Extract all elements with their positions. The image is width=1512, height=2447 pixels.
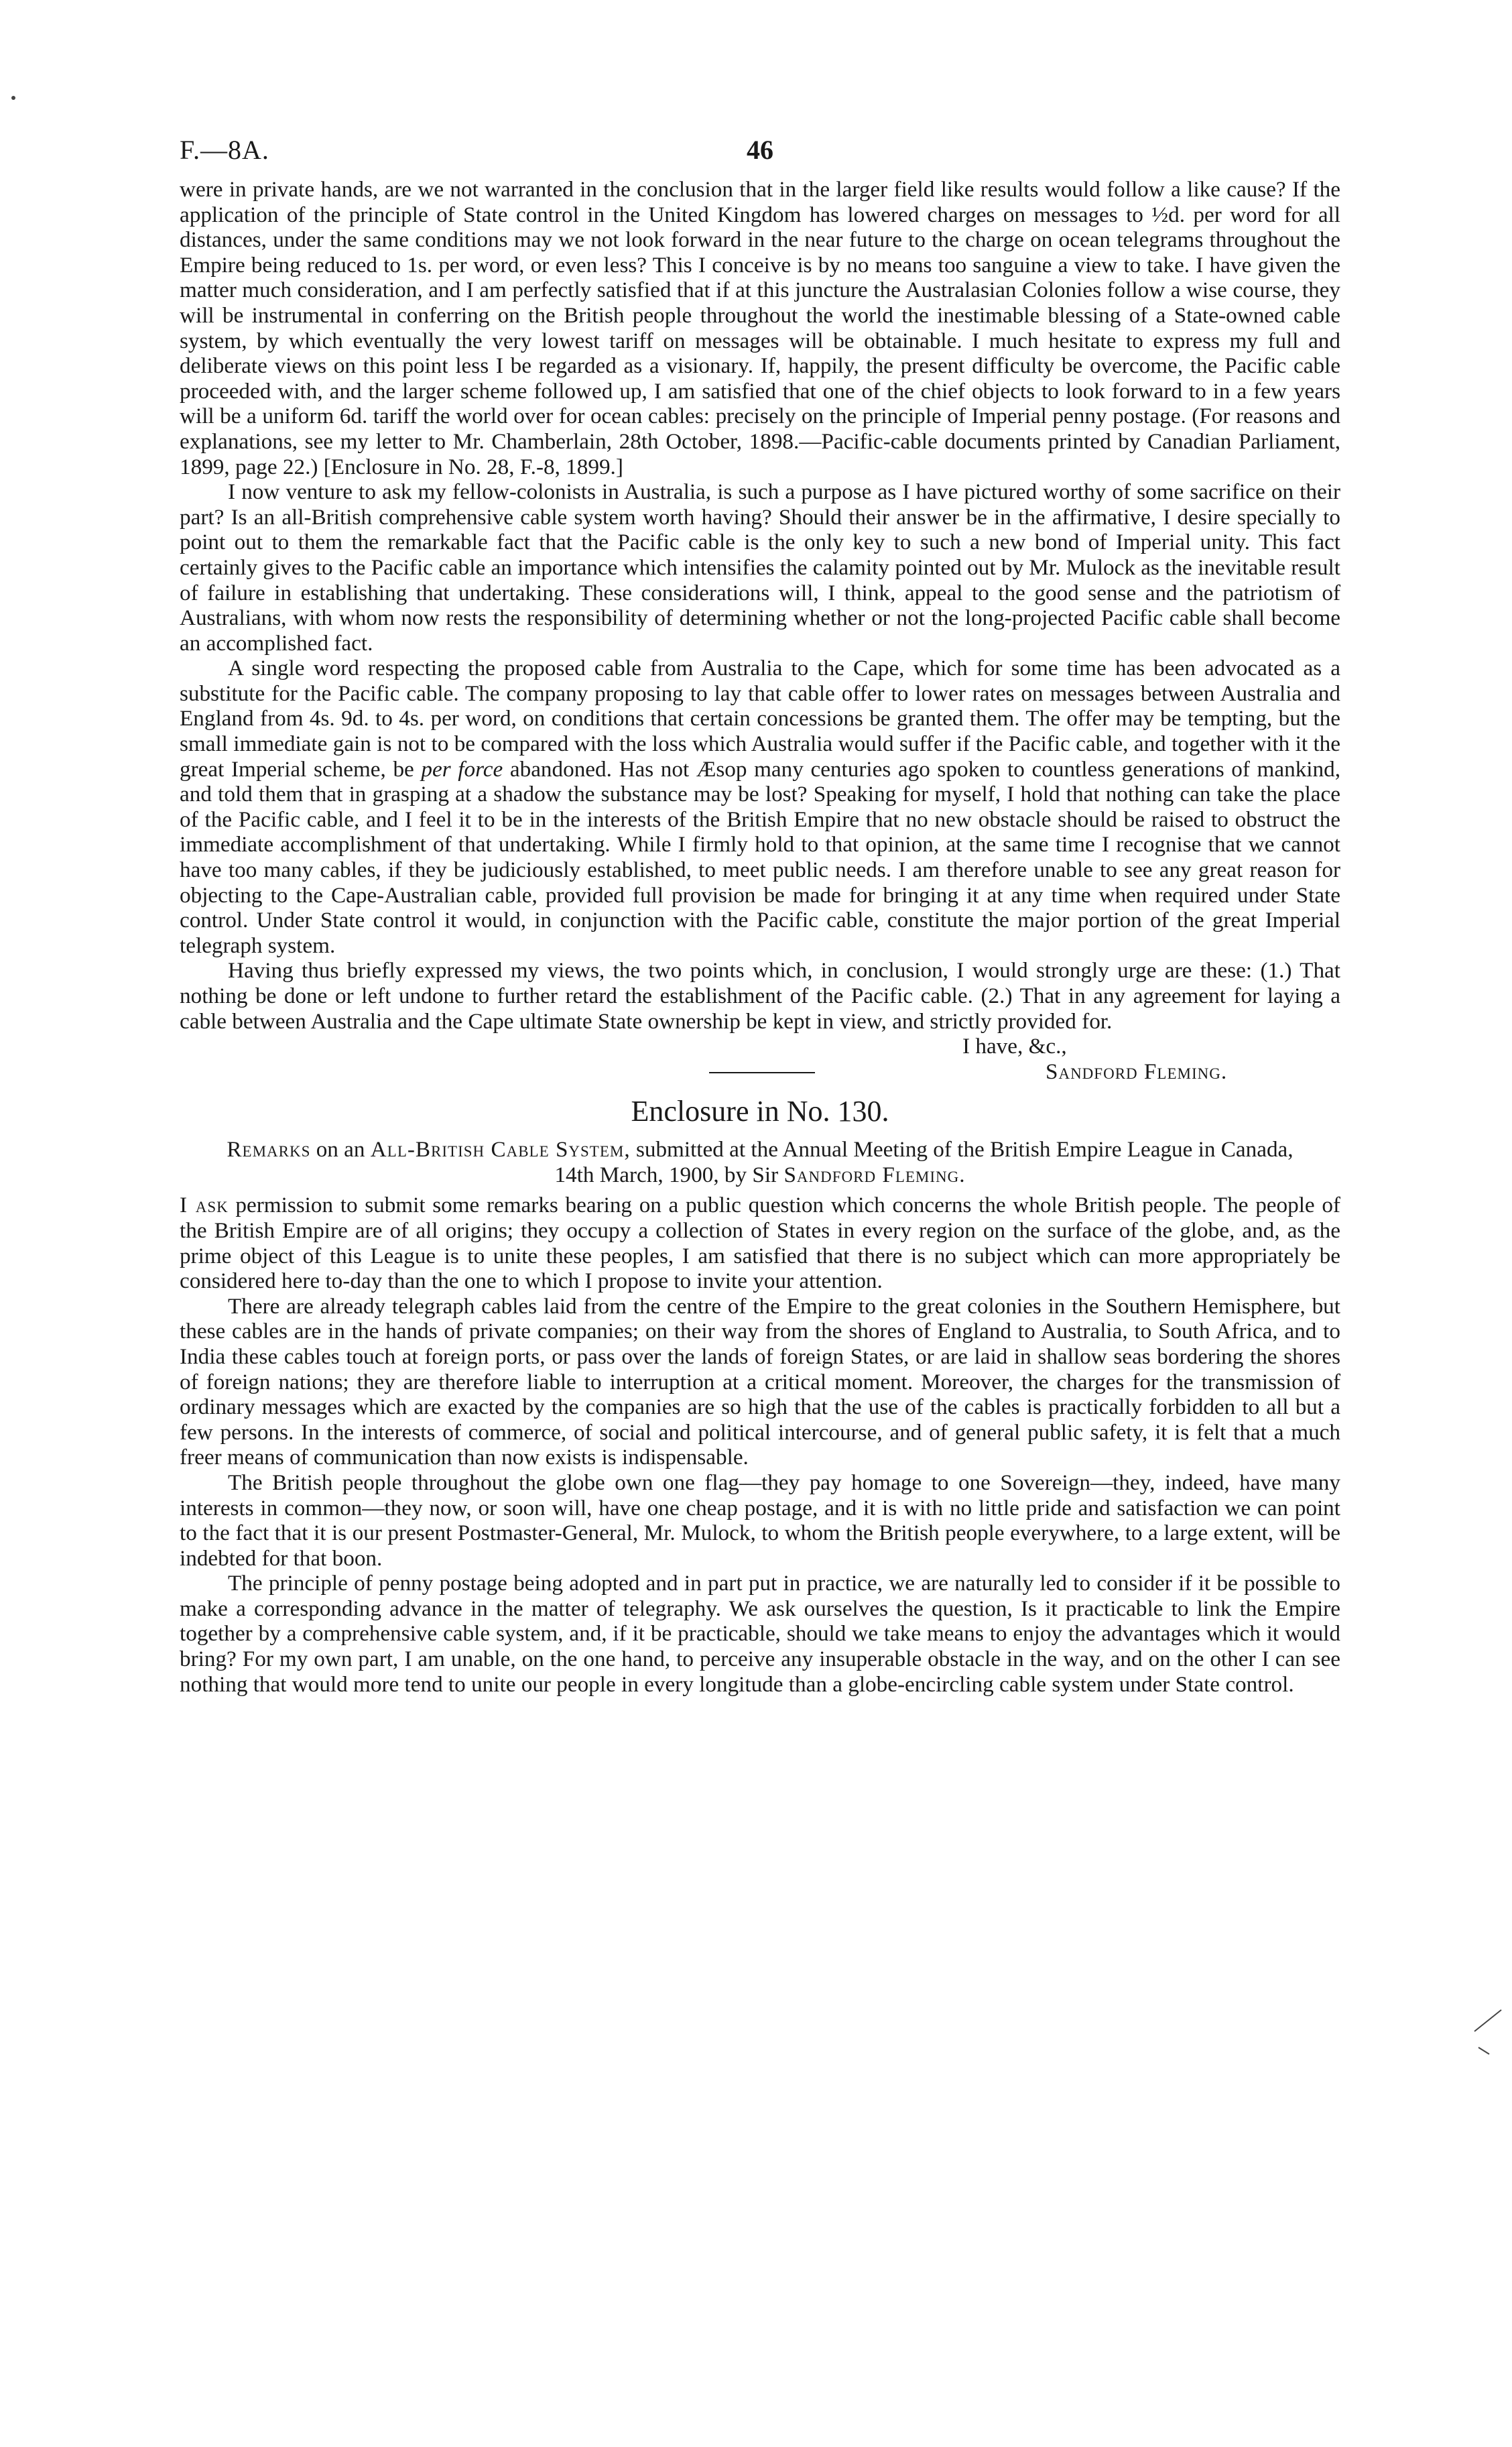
remarks-lead: Remarks xyxy=(227,1137,311,1162)
enclosure-title: Enclosure in No. 130. xyxy=(631,1095,889,1128)
remarks-author: Sandford Fleming. xyxy=(783,1162,966,1187)
page-header xyxy=(180,134,1340,177)
letter-paragraph-2: I now venture to ask my fellow-colonists in Australia, is such a purpose as I have pictured worthy of some sacrifice on their part? Is an all-British comprehensive cable system worth having? Should their answer be in the affirmative, I desire specially to point out to them the remarkable fact that the Pacific cable is the only key to such a new bond of Imperial unity. This fact certainly gives to the Pacific cable an importance which intensifies the calamity pointed out by Mr. Mulock as the inevitable result of failure in establishing that undertaking. These considerations will, I think, appeal to the good sense and the patriotism of Australians, with whom now rests the responsibility of determining whether or not the long-projected Pacific cable shall become an accomplished fact. xyxy=(180,479,1340,656)
signature-block xyxy=(180,1034,1340,1085)
cape-text-before: A single word respecting the proposed cable from Australia to the Cape, which for some time has been advocated as a substitute for the Pacific cable. The company proposing to lay that cable offer to lower rates on messages between Australia and England from 4s. 9d. to 4s. per word, on conditions that certain concessions be granted them. The offer may be tempting, but the small immediate gain is not to be compared with the loss which Australia would suffer if the Pacific cable, and together with it the great Imperial scheme, be xyxy=(180,656,1340,782)
margin-pencil-mark xyxy=(1472,2005,1505,2058)
enclosure-paragraph-3: The British people throughout the globe own one flag—they pay homage to one Sovereign—they, indeed, have many interests in common—they now, or soon will, have one cheap postage, and it is with no little pride and satisfaction we can point to the fact that it is our present Postmaster-General, Mr. Mulock, to whom the British people everywhere, to a large extent, will be indebted for that boon. xyxy=(180,1470,1340,1571)
enclosure-paragraph-4: The principle of penny postage being adopted and in part put in practice, we are naturally led to consider if it be possible to make a corresponding advance in the matter of telegraphy. We ask ourselves the question, Is it practicable to link the Empire together by a comprehensive cable system, and, if it be practicable, should we take means to enjoy the advantages which it would bring? For my own part, I am unable, on the one hand, to perceive any insuperable obstacle in the way, and on the other I can see nothing that would more tend to unite our people in every longitude than a globe-encircling cable system under State control. xyxy=(180,1571,1340,1697)
enclosure-paragraph-1-text: permission to submit some remarks bearing on a public question which concerns the whole British people. The people of the British Empire are of all origins; they occupy a collection of States in every region on the surface of the globe, and, as the prime object of this League is to unite these peoples, I am satisfied that there is no subject which can more appropriately be considered here to-day than the one to which I propose to invite your attention. xyxy=(180,1193,1340,1294)
enclosure-remarks-heading xyxy=(180,1137,1340,1193)
page-number: 46 xyxy=(747,135,773,165)
enclosure-paragraph-2: There are already telegraph cables laid from the centre of the Empire to the great colonies in the Southern Hemisphere, but these cables are in the hands of private companies; on their way from the shores of England to Australia, to South Africa, and to India these cables touch at foreign ports, or pass over the lands of foreign States, or are laid in shallow seas bordering the shores of foreign nations; they are therefore liable to interruption at a critical moment. Moreover, the charges for the transmission of ordinary messages which are exacted by the companies are so high that the use of the cables is practically forbidden to all but a few persons. In the interests of commerce, of social and political intercourse, and of general public safety, it is felt that a much freer means of communication than now exists is indispensable. xyxy=(180,1293,1340,1470)
signature-name: Sandford Fleming. xyxy=(1046,1059,1228,1085)
remarks-text-2: submitted at the Annual Meeting of the British Empire League in Canada, 14th March, 1900, by Sir xyxy=(554,1137,1294,1187)
cape-text-after: abandoned. Has not Æsop many centuries ago spoken to countless generations of mankind, and told them that in grasping at a shadow the substance may be lost? Speaking for myself, I hold that nothing can take the place of the Pacific cable, and I feel it to be in the interests of the British Empire that no new obstacle should be raised to obstruct the immediate accomplishment of that undertaking. While I firmly hold to that opinion, at the same time I recognise that we cannot have too many cables, if they be judiciously established, to meet public needs. I am therefore unable to see any great reason for objecting to the Cape-Australian cable, provided full provision be made for bringing it at any time when required under State control. Under State control it would, in conjunction with the Pacific cable, constitute the major portion of the great Imperial telegraph system. xyxy=(180,756,1340,958)
cape-paragraph xyxy=(180,656,1340,958)
document-reference: F.—8A. xyxy=(180,135,269,165)
remarks-text-1: on an xyxy=(310,1137,371,1162)
enclosure-first-word: I ask xyxy=(180,1193,229,1218)
signature-salutation: I have, &c., xyxy=(962,1034,1067,1059)
closing-paragraph: Having thus briefly expressed my views, the two points which, in conclusion, I would strongly urge are these: (1.) That nothing be done or left undone to further retard the establishment of the Pacific cable. (2.) That in any agreement for laying a cable between Australia and the Cape ultimate State ownership be kept in view, and strictly provided for. xyxy=(180,958,1340,1034)
enclosure-paragraph-1 xyxy=(180,1193,1340,1293)
section-rule xyxy=(709,1072,815,1073)
margin-dot xyxy=(9,94,17,102)
remarks-subject: All-British Cable System, xyxy=(370,1137,631,1162)
letter-paragraph-1: were in private hands, are we not warranted in the conclusion that in the larger field like results would follow a like cause? If the application of the principle of State control in the United Kingdom has lowered charges on messages to ½d. per word for all distances, under the same conditions may we not look forward in the near future to the charge on ocean telegrams throughout the Empire being reduced to 1s. per word, or even less? This I conceive is by no means too sanguine a view to take. I have given the matter much consideration, and I am perfectly satisfied that if at this juncture the Australasian Colonies follow a wise course, they will be instrumental in conferring on the British people throughout the world the inestimable blessing of a State-owned cable system, by which eventually the very lowest tariff on messages will be obtainable. I much hesitate to express my full and deliberate views on this point less I be regarded as a visionary. If, happily, the present difficulty be overcome, the Pacific cable proceeded with, and the larger scheme followed up, I am satisfied that one of the chief objects to look forward to in a few years will be a uniform 6d. tariff the world over for ocean cables: precisely on the principle of Imperial penny postage. (For reasons and explanations, see my letter to Mr. Chamberlain, 28th October, 1898.—Pacific-cable documents printed by Canadian Parliament, 1899, page 22.) [Enclosure in No. 28, F.-8, 1899.] xyxy=(180,177,1340,479)
document-page xyxy=(180,134,1340,1697)
cape-text-italic: per force xyxy=(421,756,503,782)
